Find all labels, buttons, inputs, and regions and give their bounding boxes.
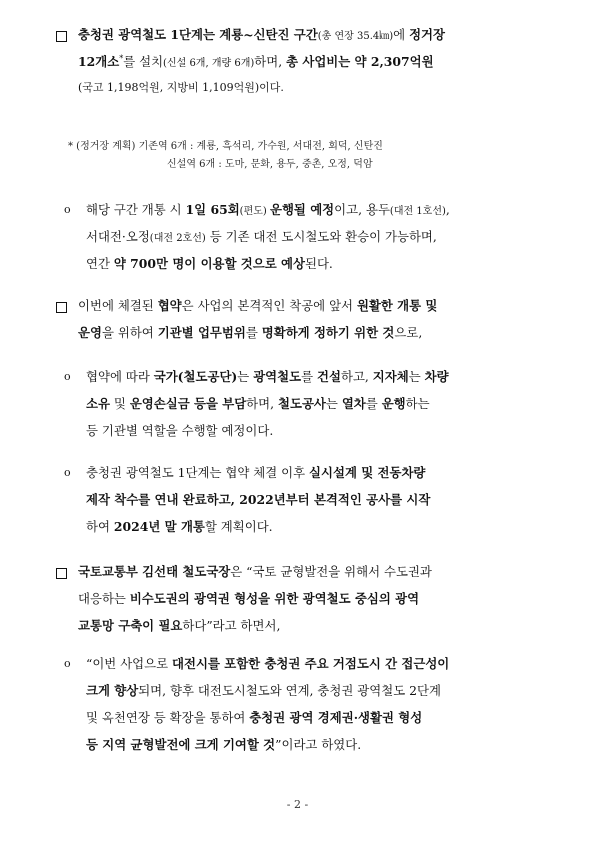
- paragraph-line: 대응하는 비수도권의 광역권 형성을 위한 광역철도 중심의 광역: [78, 591, 420, 606]
- paragraph-line: 및 옥천연장 등 확장을 통하여 충청권 광역 경제권·생활권 형성: [86, 710, 423, 725]
- note-line: * (정거장 계획) 기존역 6개 : 계룡, 흑석리, 가수원, 서대전, 회덕, 신탄진: [68, 141, 383, 152]
- paragraph-line: 제작 착수를 연내 완료하고, 2022년부터 본격적인 공사를 시작: [86, 492, 431, 507]
- paragraph-line: 크게 향상되며, 향후 대전도시철도와 연계, 충청권 광역철도 2단계: [86, 683, 441, 698]
- circle-bullet-icon: o: [64, 370, 71, 383]
- note-line: 신설역 6개 : 도마, 문화, 용두, 중촌, 오정, 덕암: [167, 159, 373, 170]
- paragraph-line: 교통망 구축이 필요하다”라고 하면서,: [78, 618, 281, 633]
- paragraph-line: 운영을 위하여 기관별 업무범위를 명확하게 정하기 위한 것으로,: [78, 325, 423, 340]
- paragraph-line: 연간 약 700만 명이 이용할 것으로 예상된다.: [86, 256, 333, 271]
- paragraph-line: 해당 구간 개통 시 1일 65회(편도) 운행될 예정이고, 용두(대전 1호선),: [86, 202, 450, 217]
- square-bullet-icon: [56, 568, 67, 579]
- square-bullet-icon: [56, 31, 67, 42]
- paragraph-line: 하여 2024년 말 개통할 계획이다.: [86, 519, 273, 534]
- circle-bullet-icon: o: [64, 203, 71, 216]
- circle-bullet-icon: o: [64, 657, 71, 670]
- paragraph-line: 등 지역 균형발전에 크게 기여할 것”이라고 하였다.: [86, 737, 362, 752]
- paragraph-line: 협약에 따라 국가(철도공단)는 광역철도를 건설하고, 지자체는 차량: [86, 369, 449, 384]
- circle-bullet-icon: o: [64, 466, 71, 479]
- paragraph-line: “이번 사업으로 대전시를 포함한 충청권 주요 거점도시 간 접근성이: [86, 656, 450, 671]
- paragraph-line: 국토교통부 김선태 철도국장은 “국토 균형발전을 위해서 수도권과: [78, 564, 432, 579]
- paragraph-line: 충청권 광역철도 1단계는 계룡~신탄진 구간(총 연장 35.4㎞)에 정거장: [78, 27, 445, 42]
- paragraph-line: 이번에 체결된 협약은 사업의 본격적인 착공에 앞서 원활한 개통 및: [78, 298, 438, 313]
- paragraph-line: 소유 및 운영손실금 등을 부담하며, 철도공사는 열차를 운행하는: [86, 396, 430, 411]
- paragraph-line: 등 기관별 역할을 수행할 예정이다.: [86, 423, 274, 438]
- paragraph-line: 12개소*를 설치(신설 6개, 개량 6개)하며, 총 사업비는 약 2,307억원: [78, 53, 434, 69]
- paragraph-line: (국고 1,198억원, 지방비 1,109억원)이다.: [78, 81, 284, 94]
- paragraph-line: 충청권 광역철도 1단계는 협약 체결 이후 실시설계 및 전동차량: [86, 465, 426, 480]
- paragraph-line: 서대전·오정(대전 2호선) 등 기존 대전 도시철도와 환승이 가능하며,: [86, 229, 437, 244]
- square-bullet-icon: [56, 302, 67, 313]
- page-number: - 2 -: [286, 798, 309, 811]
